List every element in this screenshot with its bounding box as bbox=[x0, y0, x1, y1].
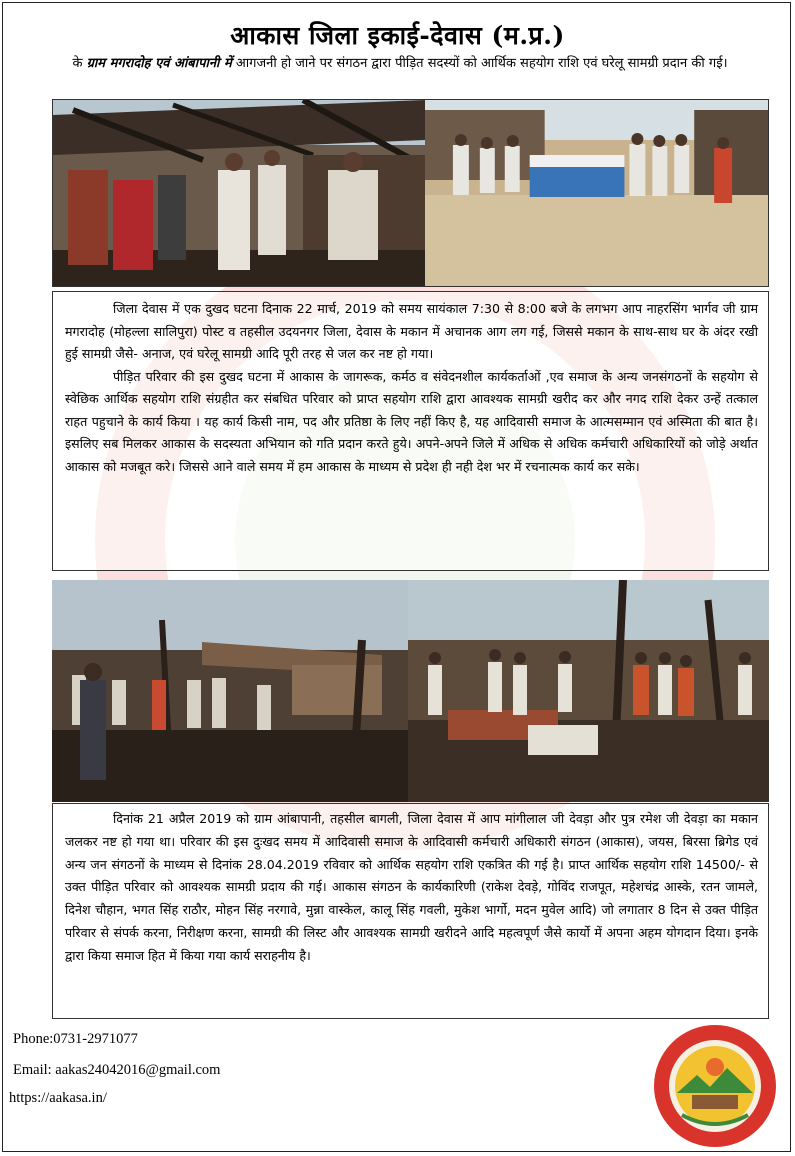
relief-group-photo-1 bbox=[425, 100, 768, 286]
subtitle-villages: ग्राम मगरादोह एवं आंबापानी में bbox=[86, 56, 232, 71]
burnt-house-photo-2 bbox=[52, 580, 408, 802]
page-subtitle bbox=[60, 53, 740, 74]
contact-email[interactable]: Email: aakas24042016@gmail.com bbox=[13, 1062, 221, 1078]
subtitle-prefix: के bbox=[72, 56, 87, 71]
page-title: आकास जिला इकाई-देवास (म.प्र.) bbox=[230, 21, 565, 50]
incident-report-1 bbox=[52, 291, 769, 571]
relief-group-photo-2-image bbox=[408, 580, 769, 802]
contact-website[interactable]: https://aakasa.in/ bbox=[9, 1090, 107, 1106]
incident-report-2 bbox=[52, 803, 769, 1019]
burnt-house-photo-2-image bbox=[52, 580, 408, 802]
relief-group-photo-1-image bbox=[425, 100, 768, 286]
contact-phone: Phone:0731-2971077 bbox=[13, 1031, 138, 1047]
burnt-house-photo-1 bbox=[53, 100, 425, 286]
bottom-photo-row bbox=[52, 580, 769, 802]
relief-group-photo-2 bbox=[408, 580, 769, 802]
incident-1-paragraph-2: पीड़ित परिवार की इस दुखद घटना में आकास के जागरूक, कर्मठ व संवेदनशील कार्यकर्ताओं ,एव समाज के अन्य जनसंगठनों के सहयोग से स्वेछिक आर्थिक सहयोग राशि संग्रहीत कर संबधित परिवार को प्राप्त सहयोग राशि द्वारा आवश्यक सामग्री खरीद कर और नगद राशि देकर उन्हें तत्काल राहत पहुचाने के कार्य किया । यह कार्य किसी नाम, पद और प्रतिष्ठा के लिए नहीं किए है, यह आदिवासी समाज के आत्मसम्मान एवं अस्मिता की बात है। इसलिए सब मिलकर आकास के सदस्यता अभियान को गति प्रदान करते हुये। अपने-अपने जिले में अधिक से अधिक कर्मचारी अधिकारियों को जोड़े अर्थात आकास को मजबूत करे। जिससे आने वाले समय में हम आकास के माध्यम से प्रदेश ही नही देश भर में रचनात्मक कार्य कर सके। bbox=[65, 368, 758, 474]
incident-1-paragraph-1: जिला देवास में एक दुखद घटना दिनाक 22 मार्च, 2019 को समय सायंकाल 7:30 से 8:00 बजे के लगभग आप नाहरसिंग भार्गव जी ग्राम मगरादोह (मोहल्ला सालिपुरा) पोस्ट व तहसील उदयनगर जिला, देवास के मकान में अचानक आग लग गई, जिससे मकान के साथ-साथ घर के अंदर रखी हुई सामग्री जैसे- अनाज, एवं घरेलू सामग्री आदि पूरी तरह से जल कर नष्ट हो गया। bbox=[65, 301, 758, 361]
subtitle-rest: आगजनी हो जाने पर संगठन द्वारा पीड़ित सदस्यों को आर्थिक सहयोग राशि एवं घरेलू सामग्री प्रदान की गई। bbox=[231, 56, 728, 71]
top-photo-row bbox=[52, 99, 769, 287]
incident-2-paragraph-1: दिनांक 21 अप्रैल 2019 को ग्राम आंबापानी, तहसील बागली, जिला देवास में आप मांगीलाल जी देवड़ा और पुत्र रमेश जी देवड़ा का मकान जलकर नष्ट हो गया था। परिवार की इस दुःखद समय में आदिवासी समाज के आदिवासी कर्मचारी अधिकारी संगठन (आकास), जयस, बिरसा ब्रिगेड एवं अन्य जन संगठनों के माध्यम से दिनांक 28.04.2019 रविवार को आर्थिक सहयोग राशि एकत्रित की गई है। प्राप्त आर्थिक सहयोग राशि 14500/- से उक्त पीड़ित परिवार को आवश्यक सामग्री प्रदाय की गई। आकास संगठन के कार्यकारिणी (राकेश देवड़े, गोविंद राजपूत, महेशचंद्र आस्के, रतन जामले, दिनेश चौहान, भगत सिंह राठौर, मोहन सिंह नरगावे, मुन्ना वास्केल, कालू सिंह गवली, मुकेश भार्गो, मदन मुवेल आदि) जो लगातार 8 दिन से उक्त पीड़ित परिवार से संपर्क करना, निरीक्षण करना, सामग्री की लिस्ट और आवश्यक सामग्री खरीदने आदि महत्वपूर्ण जैसे कार्यो में अपना अहम योगदान दिया। इनके द्वारा किया समाज हित में किया गया कार्य सराहनीय है। bbox=[65, 811, 758, 963]
organization-logo-icon bbox=[652, 1023, 778, 1149]
burnt-house-photo-1-image bbox=[53, 100, 425, 286]
